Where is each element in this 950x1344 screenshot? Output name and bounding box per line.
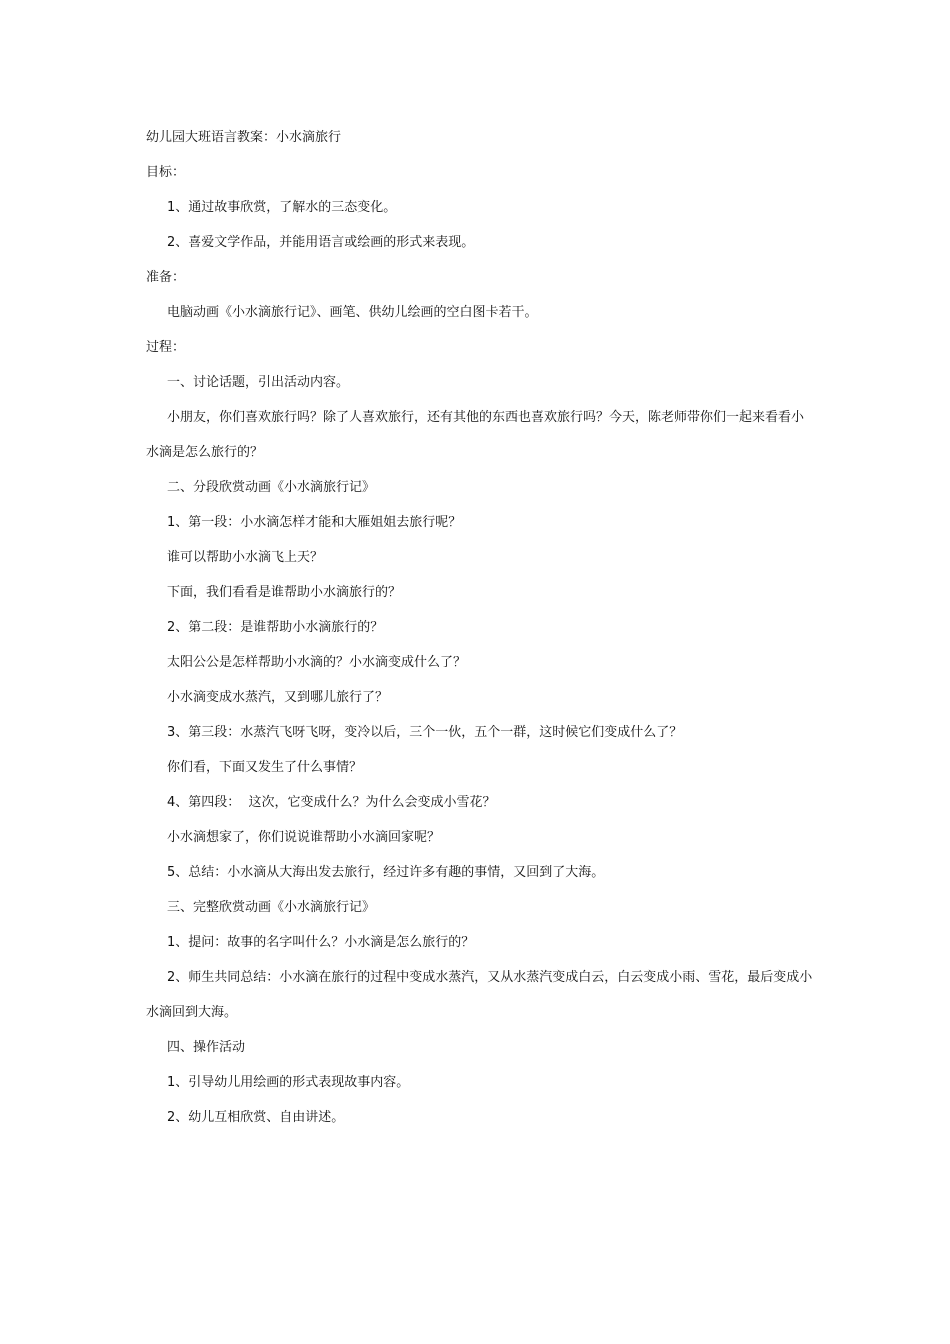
section-1-text: 小朋友，你们喜欢旅行吗？除了人喜欢旅行，还有其他的东西也喜欢旅行吗？今天，陈老师带你们一起来看看小水滴是怎么旅行的？: [146, 410, 805, 460]
section-2-line: 4、第四段： 这次，它变成什么？为什么会变成小雪花？: [167, 795, 496, 810]
section-2-line: 2、第二段：是谁帮助小水滴旅行的？: [167, 620, 384, 635]
section-2-line: 1、第一段：小水滴怎样才能和大雁姐姐去旅行呢？: [167, 515, 462, 530]
section-2-line: 3、第三段：水蒸汽飞呀飞呀，变冷以后，三个一伙，五个一群，这时候它们变成什么了？: [167, 725, 683, 740]
section-4-title: 四、操作活动: [167, 1040, 246, 1055]
prep-heading: 准备：: [146, 270, 186, 285]
section-2-line: 太阳公公是怎样帮助小水滴的？小水滴变成什么了？: [167, 655, 467, 670]
section-2-line: 小水滴变成水蒸汽，又到哪儿旅行了？: [167, 690, 389, 705]
goal-item: 1、通过故事欣赏，了解水的三态变化。: [167, 200, 397, 215]
section-1-title: 一、讨论话题，引出活动内容。: [167, 375, 350, 390]
section-3-summary: 2、师生共同总结：小水滴在旅行的过程中变成水蒸汽，又从水蒸汽变成白云，白云变成小雨、雪花，最后变成小水滴回到大海。: [146, 970, 813, 1020]
section-4-line: 2、幼儿互相欣赏、自由讲述。: [167, 1110, 345, 1125]
section-2-line: 你们看，下面又发生了什么事情？: [167, 760, 363, 775]
section-3-title: 三、完整欣赏动画《小水滴旅行记》: [167, 900, 376, 915]
section-3-line: 1、提问：故事的名字叫什么？小水滴是怎么旅行的？: [167, 935, 475, 950]
document-body: [146, 120, 826, 1135]
prep-text: 电脑动画《小水滴旅行记》、画笔、供幼儿绘画的空白图卡若干。: [167, 305, 538, 320]
section-2-line: 小水滴想家了，你们说说谁帮助小水滴回家呢？: [167, 830, 441, 845]
goals-heading: 目标：: [146, 165, 186, 180]
section-4-line: 1、引导幼儿用绘画的形式表现故事内容。: [167, 1075, 410, 1090]
goal-item: 2、喜爱文学作品，并能用语言或绘画的形式来表现。: [167, 235, 475, 250]
section-2-title: 二、分段欣赏动画《小水滴旅行记》: [167, 480, 376, 495]
process-heading: 过程：: [146, 340, 186, 355]
section-2-line: 谁可以帮助小水滴飞上天？: [167, 550, 324, 565]
document-title: 幼儿园大班语言教案：小水滴旅行: [146, 130, 342, 145]
section-2-line: 下面，我们看看是谁帮助小水滴旅行的？: [167, 585, 402, 600]
section-2-line: 5、总结：小水滴从大海出发去旅行，经过许多有趣的事情，又回到了大海。: [167, 865, 605, 880]
